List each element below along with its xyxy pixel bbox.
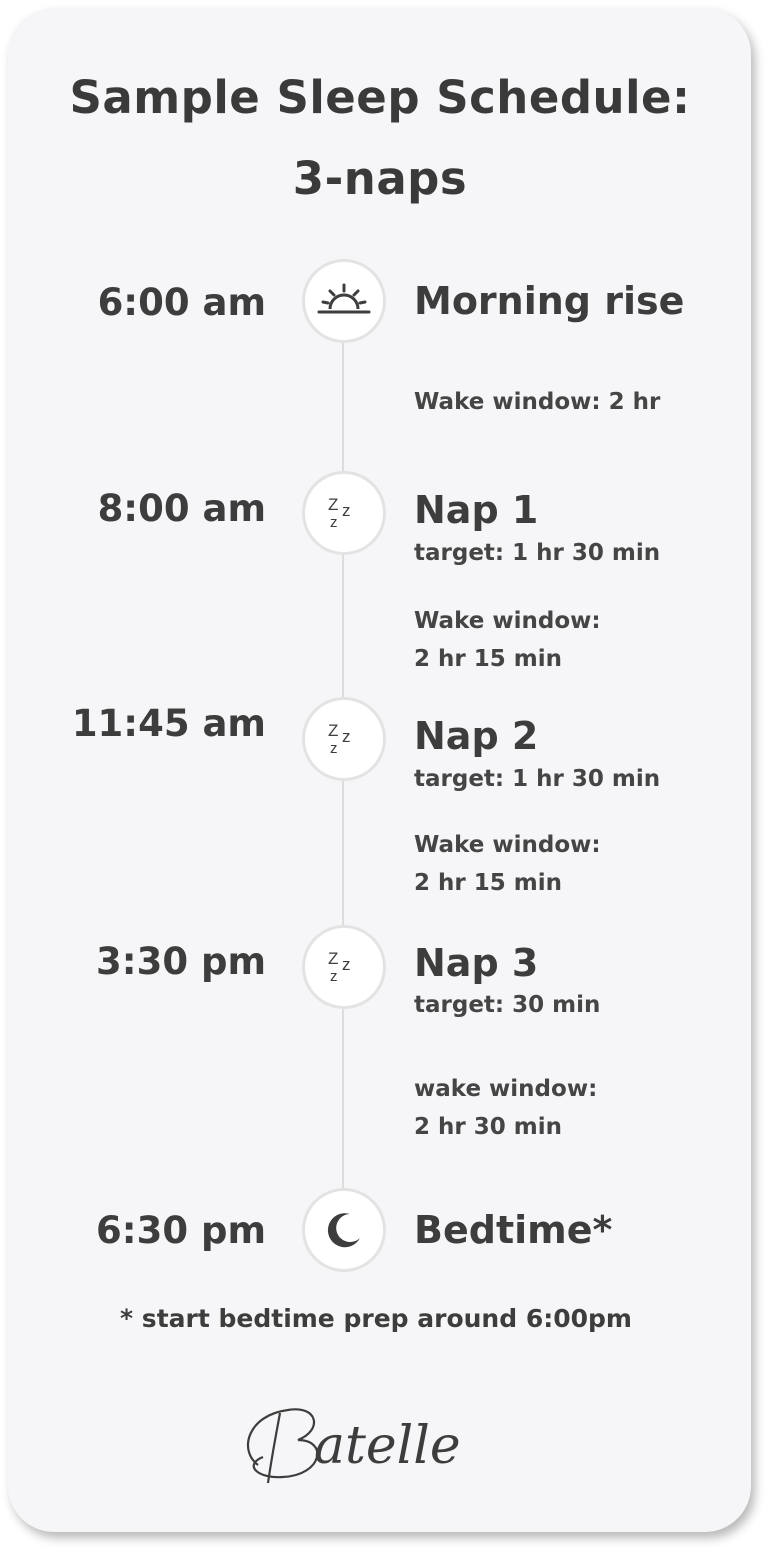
nap-target: target: 1 hr 30 min [414,540,661,566]
batelle-script-logo [228,1395,528,1499]
zzz-icon [302,471,386,555]
svg-text:z: z [330,968,338,985]
timeline-connector [342,1006,344,1192]
page-title-line-2: 3-naps [292,152,468,205]
wake-window-line: wake window: [414,1076,598,1102]
event-time: 6:30 pm [96,1209,266,1252]
wake-window [414,826,601,902]
event-label: Nap 3 [414,941,539,985]
wake-window [414,602,601,678]
wake-window-duration: 2 hr 15 min [414,870,562,896]
wake-window-duration: 2 hr 15 min [414,646,562,672]
timeline-connector [342,780,344,928]
event-label: Bedtime* [414,1208,613,1252]
sunrise-icon [302,259,386,343]
svg-text:z: z [330,740,338,757]
svg-text:z: z [342,501,351,520]
timeline-connector [342,554,344,700]
event-time: 11:45 am [71,702,266,745]
wake-window-line: Wake window: [414,832,601,858]
wake-window-duration: 2 hr 30 min [414,1114,562,1140]
event-label: Nap 2 [414,714,539,758]
nap-target: target: 30 min [414,992,601,1018]
svg-text:atelle: atelle [314,1416,461,1476]
event-time: 3:30 pm [96,940,266,983]
svg-text:Z: Z [328,721,339,740]
wake-window [414,1070,597,1146]
event-label: Morning rise [414,279,685,323]
event-label: Nap 1 [414,488,539,532]
event-time: 6:00 am [97,281,266,324]
svg-text:z: z [342,955,351,974]
wake-window-line: Wake window: [414,608,601,634]
wake-window-line: Wake window: 2 hr [414,389,661,415]
zzz-icon [302,697,386,781]
svg-text:z: z [330,514,338,531]
nap-target: target: 1 hr 30 min [414,766,661,792]
svg-text:z: z [342,727,351,746]
svg-text:Z: Z [328,949,339,968]
moon-icon [302,1188,386,1272]
event-time: 8:00 am [97,487,266,530]
zzz-icon [302,925,386,1009]
svg-text:Z: Z [328,495,339,514]
footnote: * start bedtime prep around 6:00pm [120,1304,632,1333]
timeline-connector [342,340,344,474]
wake-window [414,383,660,421]
page-title-line-1: Sample Sleep Schedule: [69,71,691,124]
